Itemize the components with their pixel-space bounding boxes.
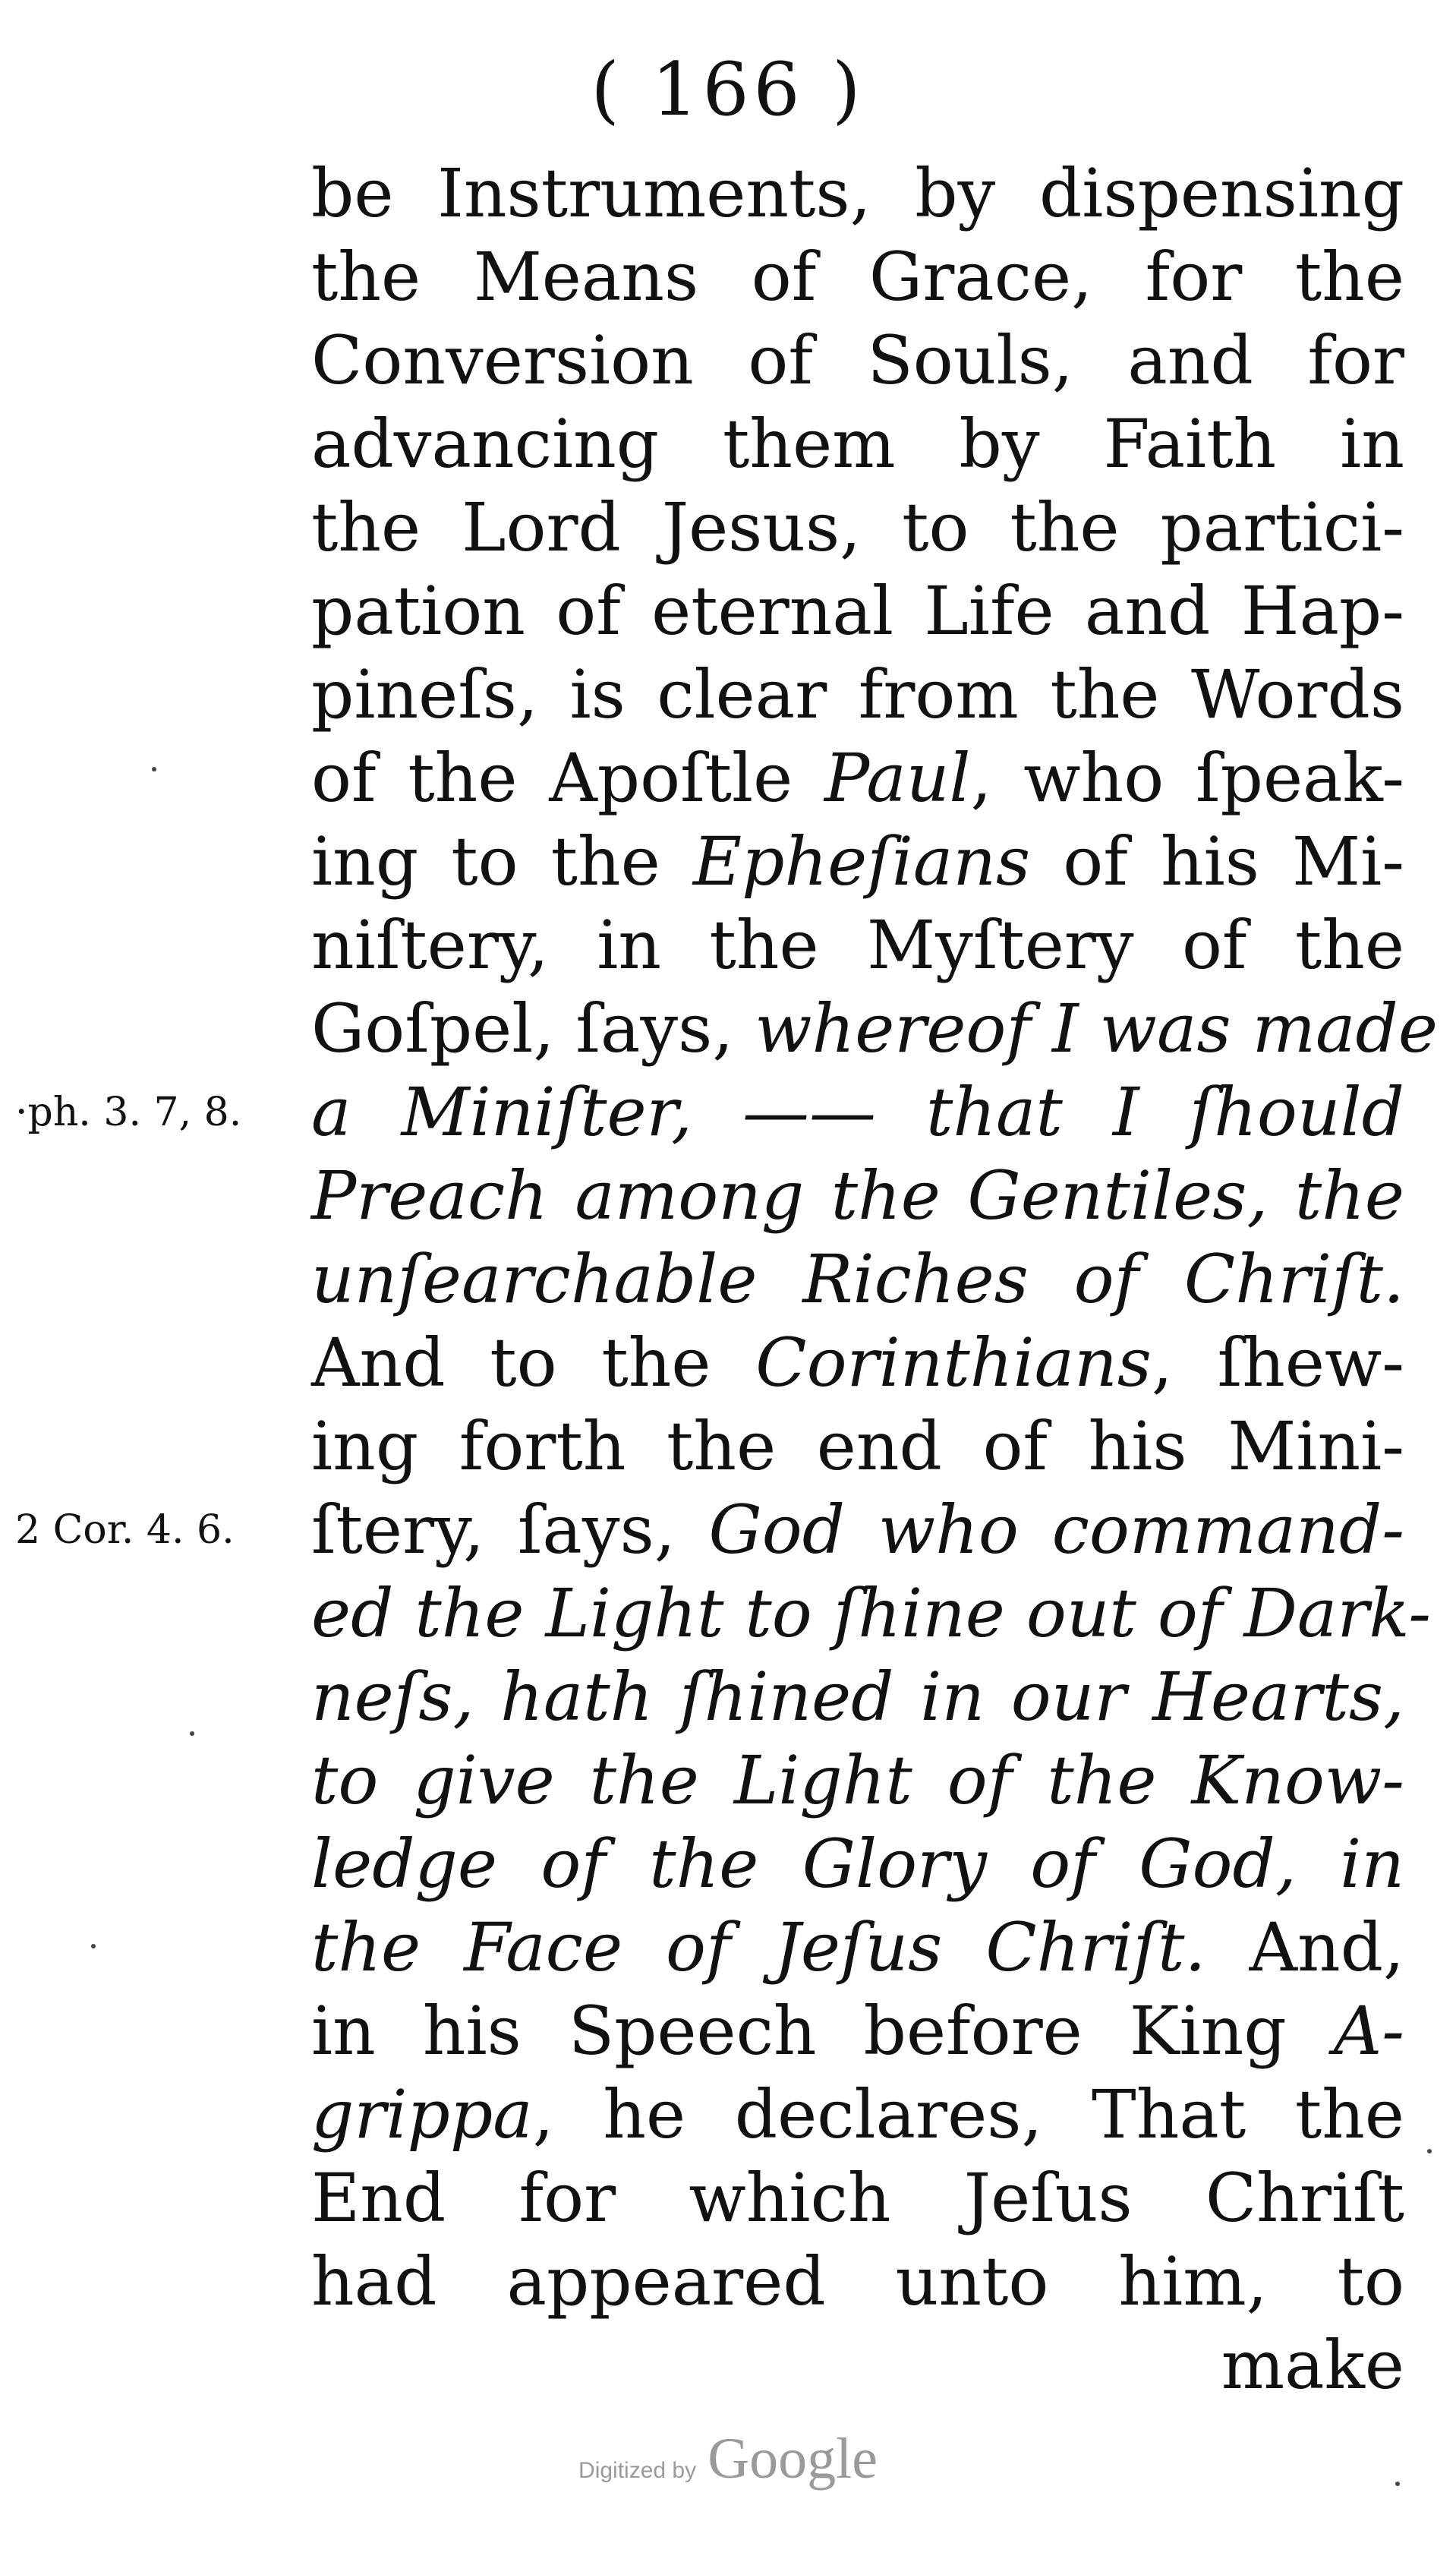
text-run: pineſs, is clear from the Words xyxy=(311,655,1404,734)
digitized-watermark xyxy=(0,2426,1456,2492)
text-line xyxy=(311,235,1404,319)
text-run: had appeared unto him, to xyxy=(311,2242,1404,2321)
text-line xyxy=(311,1906,1404,1989)
text-run: ing forth the end of his Mini- xyxy=(311,1407,1404,1485)
text-line xyxy=(311,2240,1404,2324)
italic-run: ledge of the Glory of God, in xyxy=(311,1825,1404,1903)
italic-run: grippa xyxy=(311,2075,533,2153)
text-run: advancing them by Faith in xyxy=(311,405,1404,483)
text-run: pation of eternal Life and Hap- xyxy=(311,572,1404,650)
text-run: And, xyxy=(1205,1908,1404,1986)
text-run: in his Speech before King xyxy=(311,1992,1334,2070)
text-line xyxy=(311,1238,1404,1321)
text-line xyxy=(311,2157,1404,2240)
text-run: Conversion of Souls, and for xyxy=(311,321,1404,399)
text-run: , ſhew- xyxy=(1151,1324,1405,1402)
watermark-brand: Google xyxy=(708,2427,878,2491)
italic-run: Preach among the Gentiles, the xyxy=(311,1156,1404,1235)
italic-run: God who command- xyxy=(708,1491,1404,1569)
italic-run: Paul xyxy=(824,739,971,817)
text-line xyxy=(311,987,1438,1071)
italic-run: a Miniſter, —— that I ſhould xyxy=(311,1073,1404,1151)
text-line xyxy=(311,1572,1431,1655)
text-run: of his Mi- xyxy=(1030,822,1404,901)
text-line xyxy=(311,2324,1404,2407)
scan-speck xyxy=(190,1731,194,1736)
italic-run: whereof I was made xyxy=(755,989,1438,1068)
scan-speck xyxy=(152,767,156,771)
italic-run: neſs, hath ſhined in our Hearts, xyxy=(311,1658,1404,1736)
text-line xyxy=(311,1989,1404,2073)
scan-speck xyxy=(91,1944,96,1948)
watermark-prefix: Digitized by xyxy=(578,2458,697,2483)
italic-run: unſearchable Riches of Chriſt. xyxy=(311,1240,1404,1318)
text-run: make xyxy=(1221,2326,1404,2404)
text-line xyxy=(311,1071,1404,1154)
text-run: be Instruments, by dispensing xyxy=(311,154,1404,232)
text-line xyxy=(311,152,1404,235)
text-line xyxy=(311,319,1404,402)
text-run: Goſpel, ſays, xyxy=(311,989,755,1068)
text-line xyxy=(311,653,1404,737)
text-run: ſtery, ſays, xyxy=(311,1491,709,1569)
text-run: niſtery, in the Myſtery of the xyxy=(311,906,1404,984)
text-run: , he declares, That the xyxy=(532,2075,1404,2153)
text-run: the Lord Jesus, to the partici- xyxy=(311,488,1404,566)
text-run: the Means of Grace, for the xyxy=(311,238,1404,316)
text-line xyxy=(311,486,1404,570)
text-line xyxy=(311,820,1404,904)
text-line xyxy=(311,1822,1404,1906)
text-line xyxy=(311,737,1404,820)
text-line xyxy=(311,1655,1404,1739)
text-line xyxy=(311,1405,1404,1488)
text-line xyxy=(311,2073,1404,2157)
italic-run: to give the Light of the Know- xyxy=(311,1741,1404,1819)
body-text xyxy=(311,152,1438,2407)
margin-note: 2 Cor. 4. 6. xyxy=(15,1507,235,1553)
text-line xyxy=(311,1321,1404,1405)
italic-run: Epheſians xyxy=(692,822,1031,901)
text-run: End for which Jeſus Chriſt xyxy=(311,2159,1404,2237)
text-line xyxy=(311,402,1404,486)
page-number: ( 166 ) xyxy=(591,47,865,132)
text-line xyxy=(311,570,1404,653)
text-run: , who ſpeak- xyxy=(970,739,1404,817)
italic-run: Corinthians xyxy=(755,1324,1152,1402)
scan-speck xyxy=(1395,2482,1400,2486)
text-line xyxy=(311,1739,1404,1822)
margin-note: ·ph. 3. 7, 8. xyxy=(15,1090,242,1135)
text-run: of the Apoſtle xyxy=(311,739,824,817)
italic-run: ed the Light to ſhine out of Dark- xyxy=(311,1574,1431,1652)
text-line xyxy=(311,1154,1404,1238)
text-line xyxy=(311,904,1404,987)
italic-run: the Face of Jeſus Chriſt. xyxy=(311,1908,1206,1986)
text-line xyxy=(311,1488,1404,1572)
italic-run: A- xyxy=(1333,1992,1404,2070)
text-run: ing to the xyxy=(311,822,693,901)
text-run: And to the xyxy=(311,1324,756,1402)
scan-speck xyxy=(1427,2149,1432,2153)
